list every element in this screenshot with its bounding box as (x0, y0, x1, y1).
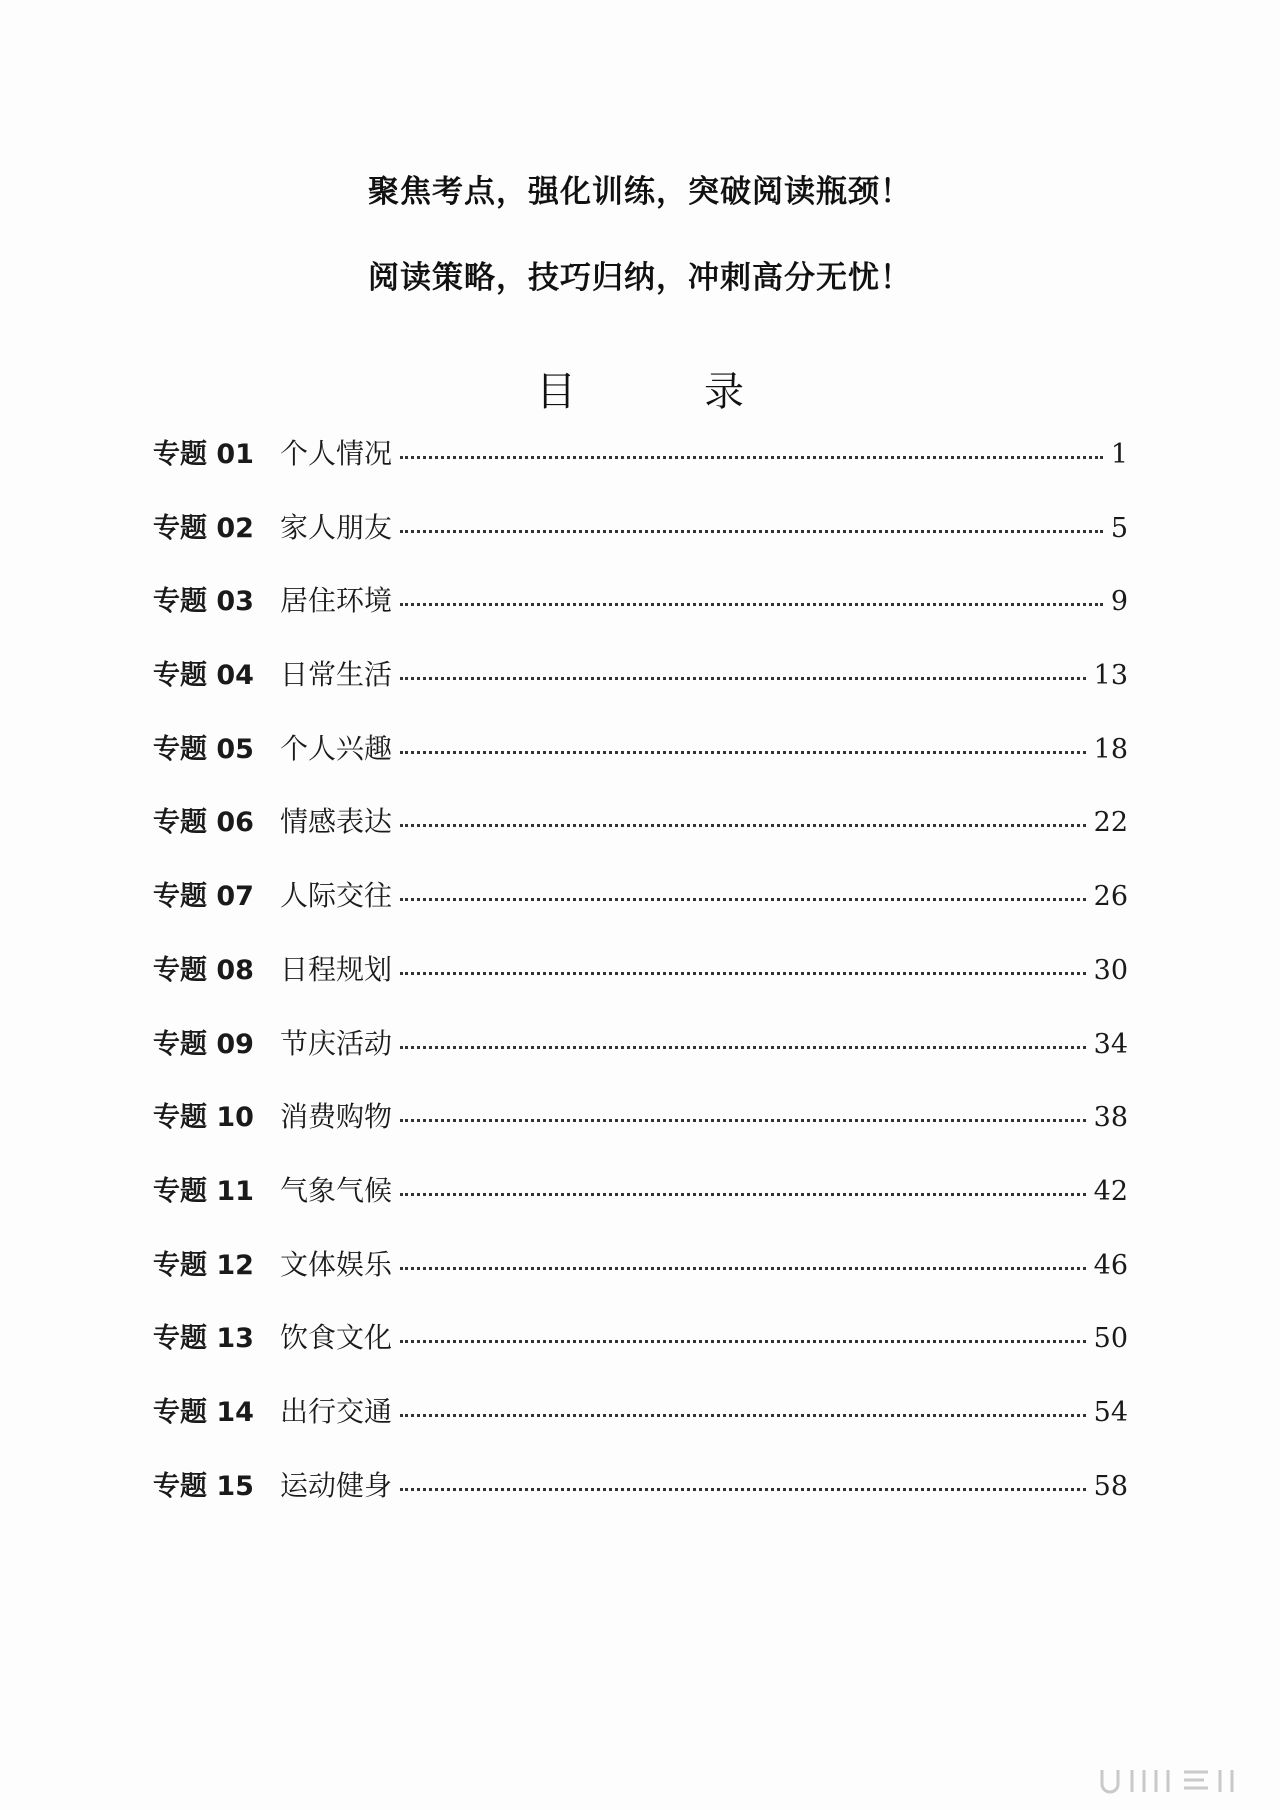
toc-entry-label: 专题 11 (153, 1175, 254, 1207)
toc-entry-page: 50 (1093, 1323, 1128, 1355)
toc-entry-page: 22 (1093, 807, 1128, 839)
toc-entry-page: 58 (1093, 1470, 1128, 1502)
dot-leader (400, 603, 1103, 606)
toc-entry-title: 日常生活 (280, 658, 393, 692)
toc-entry-title: 节庆活动 (280, 1026, 393, 1060)
toc-entry-label: 专题 06 (153, 807, 254, 839)
toc-entry-page: 13 (1093, 660, 1128, 692)
dot-leader (400, 1488, 1086, 1491)
dot-leader (400, 1267, 1086, 1270)
toc-entry-label: 专题 14 (153, 1396, 254, 1428)
toc-entry[interactable] (153, 1464, 1128, 1538)
dot-leader (400, 824, 1086, 827)
dot-leader (400, 1046, 1086, 1049)
dot-leader (400, 1119, 1086, 1122)
toc-entry-page: 9 (1110, 586, 1128, 618)
toc-entry[interactable] (153, 1390, 1128, 1464)
toc-entry-label: 专题 04 (153, 660, 254, 692)
toc-entry[interactable] (153, 948, 1128, 1022)
toc-entry-title: 饮食文化 (280, 1321, 393, 1355)
toc-entry-title: 个人兴趣 (280, 731, 393, 765)
dot-leader (400, 972, 1086, 975)
toc-entry-label: 专题 10 (153, 1102, 254, 1134)
toc-entry-label: 专题 15 (153, 1470, 254, 1502)
toc-entry-label: 专题 01 (153, 439, 254, 470)
toc-entry[interactable] (153, 874, 1128, 948)
toc-entry[interactable] (153, 1243, 1128, 1317)
toc-entry-title: 消费购物 (280, 1100, 393, 1134)
slogan-line-1: 聚焦考点，强化训练，突破阅读瓶颈！ (368, 174, 912, 210)
toc-entry[interactable] (153, 653, 1128, 727)
toc-entry-page: 54 (1093, 1396, 1128, 1428)
toc-entry[interactable] (153, 1095, 1128, 1169)
toc-entry-page: 34 (1093, 1028, 1128, 1060)
toc-entry-title: 气象气候 (280, 1173, 393, 1207)
toc-entry-title: 情感表达 (280, 805, 393, 839)
toc-entry-page: 42 (1093, 1175, 1128, 1207)
toc-entry-page: 1 (1110, 439, 1128, 470)
toc-entry-page: 26 (1093, 881, 1128, 913)
toc-entry-label: 专题 13 (153, 1323, 254, 1355)
toc-entry[interactable] (153, 579, 1128, 653)
toc-entry[interactable] (153, 727, 1128, 801)
toc-entry-page: 30 (1093, 954, 1128, 986)
toc-entry-label: 专题 03 (153, 586, 254, 618)
toc-entry-title: 日程规划 (280, 952, 393, 986)
dot-leader (400, 898, 1086, 901)
toc-entry-label: 专题 02 (153, 512, 254, 544)
toc-entry-label: 专题 05 (153, 733, 254, 765)
dot-leader (400, 1193, 1086, 1196)
toc-entry-label: 专题 09 (153, 1028, 254, 1060)
toc-entry-title: 家人朋友 (280, 510, 393, 544)
toc-entry-page: 46 (1093, 1249, 1128, 1281)
dot-leader (400, 1414, 1086, 1417)
dot-leader (400, 677, 1086, 680)
dot-leader (400, 530, 1103, 533)
dot-leader (400, 1340, 1086, 1343)
toc-entry-label: 专题 12 (153, 1249, 254, 1281)
toc-entry[interactable] (153, 432, 1128, 506)
watermark-logo (1092, 1766, 1252, 1796)
toc-entry[interactable] (153, 1169, 1128, 1243)
table-of-contents (153, 432, 1128, 1537)
toc-entry-title: 人际交往 (280, 879, 393, 913)
toc-entry[interactable] (153, 1022, 1128, 1096)
toc-entry[interactable] (153, 800, 1128, 874)
toc-entry-label: 专题 08 (153, 954, 254, 986)
toc-title: 目 录 (536, 369, 788, 415)
toc-entry-page: 18 (1093, 733, 1128, 765)
dot-leader (400, 751, 1086, 754)
toc-entry[interactable] (153, 506, 1128, 580)
dot-leader (400, 456, 1103, 459)
toc-entry-page: 38 (1093, 1102, 1128, 1134)
toc-entry-title: 个人情况 (280, 437, 393, 470)
toc-entry-title: 居住环境 (280, 584, 393, 618)
toc-entry-title: 运动健身 (280, 1468, 393, 1502)
toc-entry-label: 专题 07 (153, 881, 254, 913)
toc-entry[interactable] (153, 1316, 1128, 1390)
toc-entry-title: 出行交通 (280, 1394, 393, 1428)
slogan-line-2: 阅读策略，技巧归纳，冲刺高分无忧！ (368, 260, 912, 296)
toc-entry-title: 文体娱乐 (280, 1247, 393, 1281)
toc-entry-page: 5 (1110, 512, 1128, 544)
